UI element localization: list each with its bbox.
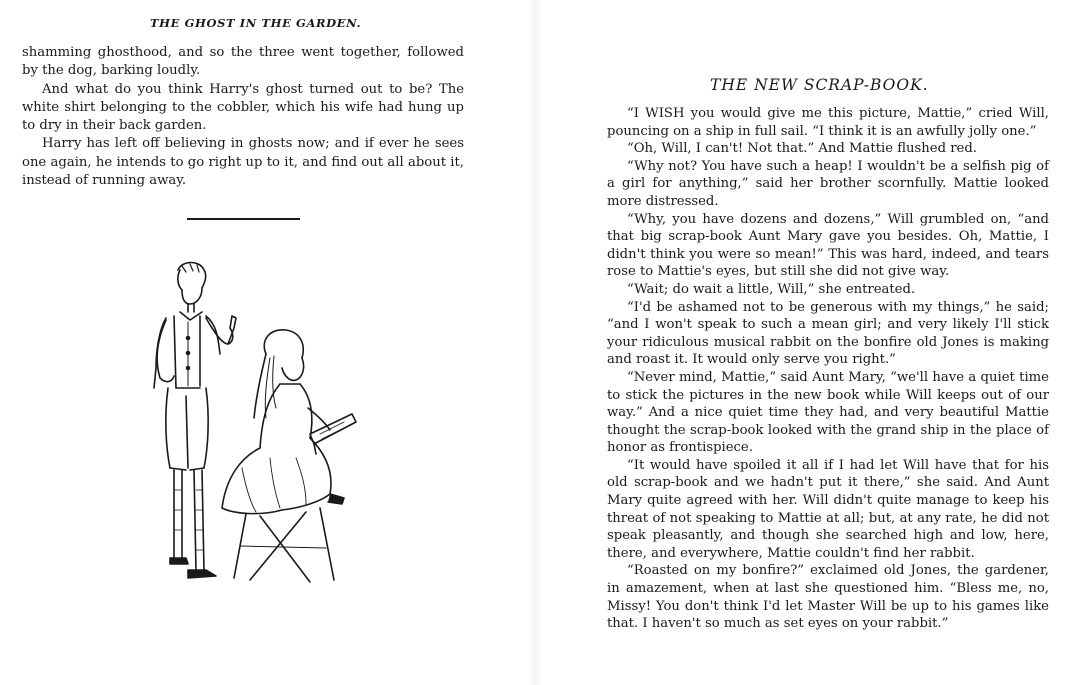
paragraph: “Why not? You have such a heap! I wouldn't be a selfish pig of a girl for anything,” said her brother scornfully. Mattie looked more distressed. <box>607 158 1049 209</box>
left-page-text <box>22 44 464 190</box>
story-title: THE NEW SCRAP-BOOK. <box>710 76 929 94</box>
paragraph: shamming ghosthood, and so the three went together, followed by the dog, barking loudly. <box>22 45 464 79</box>
paragraph: “I'd be ashamed not to be generous with my things,” he said; “and I won't speak to such a mean girl; and very likely I'll stick your ridiculous musical rabbit on the bonfire old Jones is making and roast it. It would only serve you right.” <box>607 299 1049 368</box>
paragraph: “Oh, Will, I can't! Not that.” And Mattie flushed red. <box>627 141 977 157</box>
right-page <box>535 0 1070 685</box>
boy-and-girl-illustration <box>130 258 360 612</box>
paragraph: Harry has left off believing in ghosts now; and if ever he sees one again, he intends to go right up to it, and find out all about it, instead of running away. <box>22 136 464 189</box>
running-head: THE GHOST IN THE GARDEN. <box>150 16 362 30</box>
paragraph: “Roasted on my bonfire?” exclaimed old Jones, the gardener, in amazement, when at last she questioned him. “Bless me, no, Missy! You don't think I'd let Master Will be up to his games like that. I haven't so much as set eyes on your rabbit.” <box>607 563 1049 632</box>
girl-figure <box>222 330 356 582</box>
paragraph: “It would have spoiled it all if I had let Will have that for his old scrap-book and we hadn't put it there,” she said. And Aunt Mary quite agreed with her. Will didn't quite manage to keep his threat of not speaking to Mattie at all; but, at any rate, he did not speak pleasantly, and though she searched high and low, here, there, and everywhere, Mattie couldn't find her rabbit. <box>607 457 1049 561</box>
boy-figure <box>154 263 236 579</box>
paragraph: “Wait; do wait a little, Will,” she entreated. <box>627 281 916 297</box>
right-page-text <box>607 105 1049 633</box>
paragraph: “Never mind, Mattie,” said Aunt Mary, “we'll have a quiet time to stick the pictures in the new book while Will keeps out of our way.” And a nice quiet time they had, and very beautiful Mattie thought the scrap-book looked with the grand ship in the place of honor as frontispiece. <box>607 369 1049 456</box>
section-divider-rule <box>187 218 300 220</box>
paragraph: “Why, you have dozens and dozens,” Will grumbled on, “and that big scrap-book Aunt Mary gave you besides. Oh, Mattie, I didn't think you were so mean!” This was hard, indeed, and tears rose to Mattie's eyes, but still she did not give way. <box>607 211 1049 280</box>
paragraph: And what do you think Harry's ghost turned out to be? The white shirt belonging to the cobbler, which his wife had hung up to dry in their back garden. <box>22 81 464 134</box>
paragraph: “I WISH you would give me this picture, Mattie,” cried Will, pouncing on a ship in full sail. “I think it is an awfully jolly one.” <box>607 106 1049 139</box>
